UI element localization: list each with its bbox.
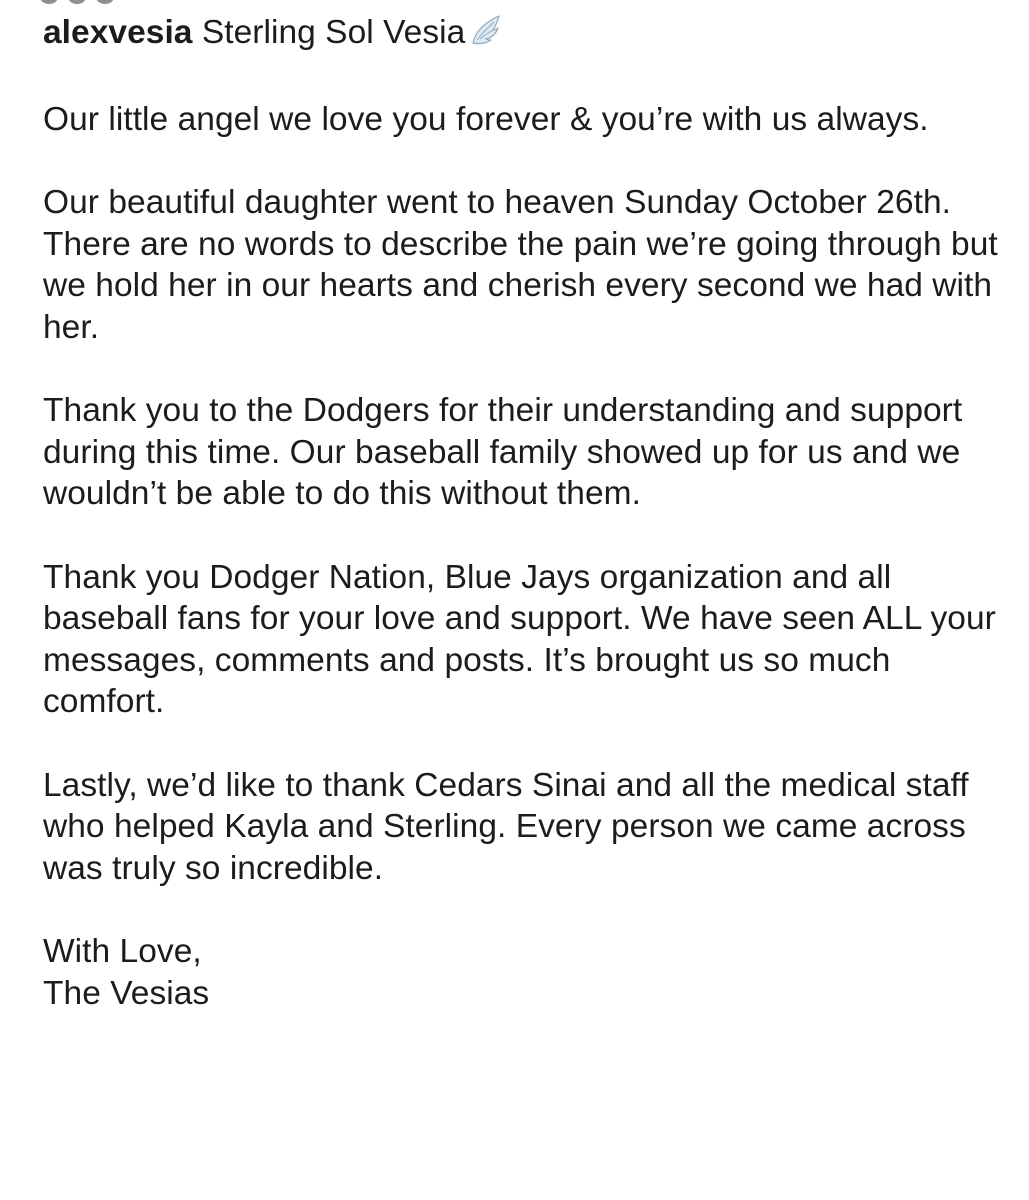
caption-paragraph: Thank you Dodger Nation, Blue Jays organization and all baseball fans for your love and support. We have seen ALL your messages, comments and posts. It’s brought us so much comfort. [43, 558, 996, 720]
caption-paragraph: Our little angel we love you forever & you’re with us always. [43, 100, 929, 138]
caption-paragraph: Lastly, we’d like to thank Cedars Sinai and all the medical staff who helped Kayla and Sterling. Every person we came across was truly so incredible. [43, 766, 969, 887]
caption-body [43, 99, 1003, 1015]
post-title: Sterling Sol Vesia [201, 14, 466, 51]
post-header [43, 12, 1003, 58]
angel-wing-icon [469, 13, 503, 58]
signoff-line-1: With Love, [43, 933, 202, 970]
username-link[interactable]: alexvesia [43, 14, 193, 51]
caption-paragraph: Our beautiful daughter went to heaven Sunday October 26th. There are no words to describe the pain we’re going through but we hold her in our hearts and cherish every second we had with her. [43, 184, 998, 346]
post-caption [43, 12, 1003, 1014]
caption-paragraph: Thank you to the Dodgers for their understanding and support during this time. Our baseball family showed up for us and we wouldn’t be able to do this without them. [43, 392, 963, 512]
signoff-line-2: The Vesias [43, 974, 210, 1012]
cropped-icons-row [40, 0, 120, 6]
signoff [43, 931, 1003, 1014]
